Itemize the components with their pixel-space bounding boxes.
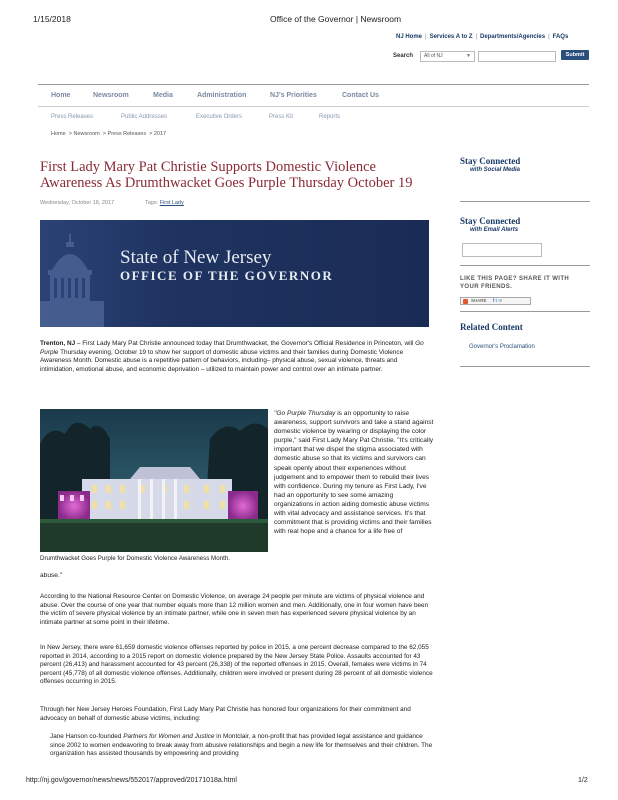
chevron-down-icon: ▼ [466, 53, 471, 59]
social-subheading[interactable]: with Social Media [470, 167, 521, 173]
related-link-proclamation[interactable]: Governor's Proclamation [469, 344, 535, 350]
top-links: NJ Home | Services A to Z | Departments/Agencies | FAQs [396, 34, 569, 40]
print-date: 1/15/2018 [33, 14, 71, 24]
paragraph-partners [50, 733, 433, 759]
sidebar-divider [460, 311, 590, 312]
nav-media[interactable]: Media [153, 92, 173, 99]
search-scope-value: All of NJ [424, 53, 443, 59]
partners-text-2: in Montclair, a non-profit that has provided legal assistance and guidance since 2002 to women endeavoring to break away from abusive relationships and begin a new life for themselves and their children. The organization has assisted thousands by empowering and providing [50, 733, 433, 758]
share-label: SHARE [471, 298, 487, 303]
subnav-press-kit[interactable]: Press Kit [269, 114, 294, 120]
intro-text-2: Thursday evening, October 19 to show her support of domestic abuse victims and their families during Domestic Violence Awareness Month. Domestic abuse is a repetitive pattern of behaviors, including– physical abuse, sexual violence, threats and intimidation, emotional abuse, and economic deprivation – utilized to maintain power and control over an intimate partner. [40, 348, 404, 373]
nav-administration[interactable]: Administration [197, 92, 247, 99]
banner-office: OFFICE OF THE GOVERNOR [120, 268, 334, 283]
nav-newsroom[interactable]: Newsroom [93, 92, 129, 99]
tags-label: Tags: [145, 200, 159, 206]
tag-link[interactable]: First Lady [159, 200, 184, 206]
print-title: Office of the Governor | Newsroom [270, 14, 402, 24]
subnav-executive-orders[interactable]: Executive Orders [196, 114, 243, 120]
partners-text-1: Jane Hanson co-founded [50, 733, 124, 740]
top-link-faqs[interactable]: FAQs [552, 34, 569, 40]
top-link-nj-home[interactable]: NJ Home [396, 34, 423, 40]
email-heading: Stay Connected [460, 216, 521, 226]
search-input[interactable] [478, 51, 556, 62]
social-heading: Stay Connected [460, 156, 521, 166]
mansion-image [40, 409, 268, 552]
subnav-reports[interactable]: Reports [319, 114, 341, 120]
share-icon [463, 299, 468, 304]
sidebar-divider [460, 201, 590, 202]
top-link-departments[interactable]: Departments/Agencies [480, 34, 546, 40]
sidebar-divider [460, 265, 590, 266]
twitter-icon: t [495, 298, 498, 303]
governor-banner [40, 220, 429, 327]
email-icon: ✉ [498, 298, 503, 303]
print-page-number: 1/2 [578, 777, 588, 784]
search-submit-button[interactable]: Submit [561, 50, 589, 60]
partners-emphasis: Partners for Women and Justice [123, 733, 215, 740]
subnav-public-addresses[interactable]: Public Addresses [121, 114, 168, 120]
nav-contact[interactable]: Contact Us [342, 92, 379, 99]
nav-priorities[interactable]: NJ's Priorities [270, 92, 317, 99]
sidebar-divider [460, 366, 590, 367]
print-url: http://nj.gov/governor/news/news/552017/approved/20171018a.html [26, 777, 237, 784]
paragraph-statistics: According to the National Resource Center on Domestic Violence, on average 24 people per minute are victims of physical violence and abuse. Over the course of one year that number equals more than 12 million women and men. Additionally, one in four women have been the victim of severe physical violence by an intimate partner, while one in seven men has experienced severe physical violence by an intimate partner at some point in their lifetime. [40, 593, 429, 626]
banner-state: State of New Jersey [120, 247, 272, 268]
paragraph-nj-statistics: In New Jersey, there were 61,659 domestic violence offenses reported by police in 2015, a one percent decrease compared to the 62,055 reported in 2014, according to a 2015 report on domestic violence prepared by the New Jersey State Police. Assaults accounted for 43 percent (26,413) and harassment accounted for 43 percent (26,338) of the reported offenses in 2015. Overall, females were victims in 74 percent (45,778) of all domestic violence offenses. Additionally, children were involved or present during 28 percent of all domestic violence offenses occurring in 2015. [40, 644, 433, 686]
dateline: Trenton, NJ [40, 340, 76, 347]
top-link-services[interactable]: Services A to Z [429, 34, 473, 40]
related-heading: Related Content [460, 322, 523, 332]
facebook-icon: f [492, 298, 495, 303]
page-title: First Lady Mary Pat Christie Supports Domestic Violence Awareness As Drumthwacket Goes Purple Thursday October 19 [40, 159, 413, 191]
quote-block [274, 409, 434, 536]
article-tags [145, 200, 184, 206]
share-prompt: LIKE THIS PAGE? SHARE IT WITH YOUR FRIENDS. [460, 276, 570, 290]
subnav-press-releases[interactable]: Press Releases [51, 114, 94, 120]
quote-tail: abuse." [40, 572, 63, 579]
nav-home[interactable]: Home [51, 92, 71, 99]
search-label: Search [393, 53, 414, 59]
article-date: Wednesday, October 18, 2017 [40, 200, 115, 206]
breadcrumb[interactable]: Home > Newsroom > Press Releases > 2017 [51, 131, 167, 137]
photo-caption: Drumthwacket Goes Purple for Domestic Violence Awareness Month. [40, 555, 230, 562]
paragraph-foundation: Through her New Jersey Heroes Foundation, First Lady Mary Pat Christie has honored four organizations for their commitment and advocacy on behalf of domestic abuse victims, including: [40, 706, 411, 722]
email-subheading[interactable]: with Email Alerts [470, 227, 519, 233]
intro-text-1: – First Lady Mary Pat Christie announced today that Drumthwacket, the Governor's Official Residence in Princeton, will [75, 340, 416, 347]
intro-paragraph [40, 340, 432, 374]
quote-emphasis: "Go Purple Thursday [274, 410, 336, 417]
email-input[interactable] [462, 243, 542, 257]
search-scope-select[interactable] [420, 51, 475, 62]
drumthwacket-photo [40, 409, 268, 552]
share-button[interactable] [460, 297, 531, 305]
quote-text: is an opportunity to raise awareness, support survivors and take a stand against domestic violence by wearing or displaying the color purple," said First Lady Mary Pat Christie. "It's critically important that we dispel the stigma associated with domestic abuse so that its victims and survivors can speak openly about their experiences without judgement and to empower them to rebuild their lives with confidence. During my tenure as First Lady, I've had an opportunity to see some amazing organizations in action aiding domestic abuse victims with vital advocacy and assistance services. It's that commitment that is providing victims and their families with real hope and a chance for a life free of [274, 410, 434, 536]
intro-emphasis: Go Purple [40, 340, 424, 356]
